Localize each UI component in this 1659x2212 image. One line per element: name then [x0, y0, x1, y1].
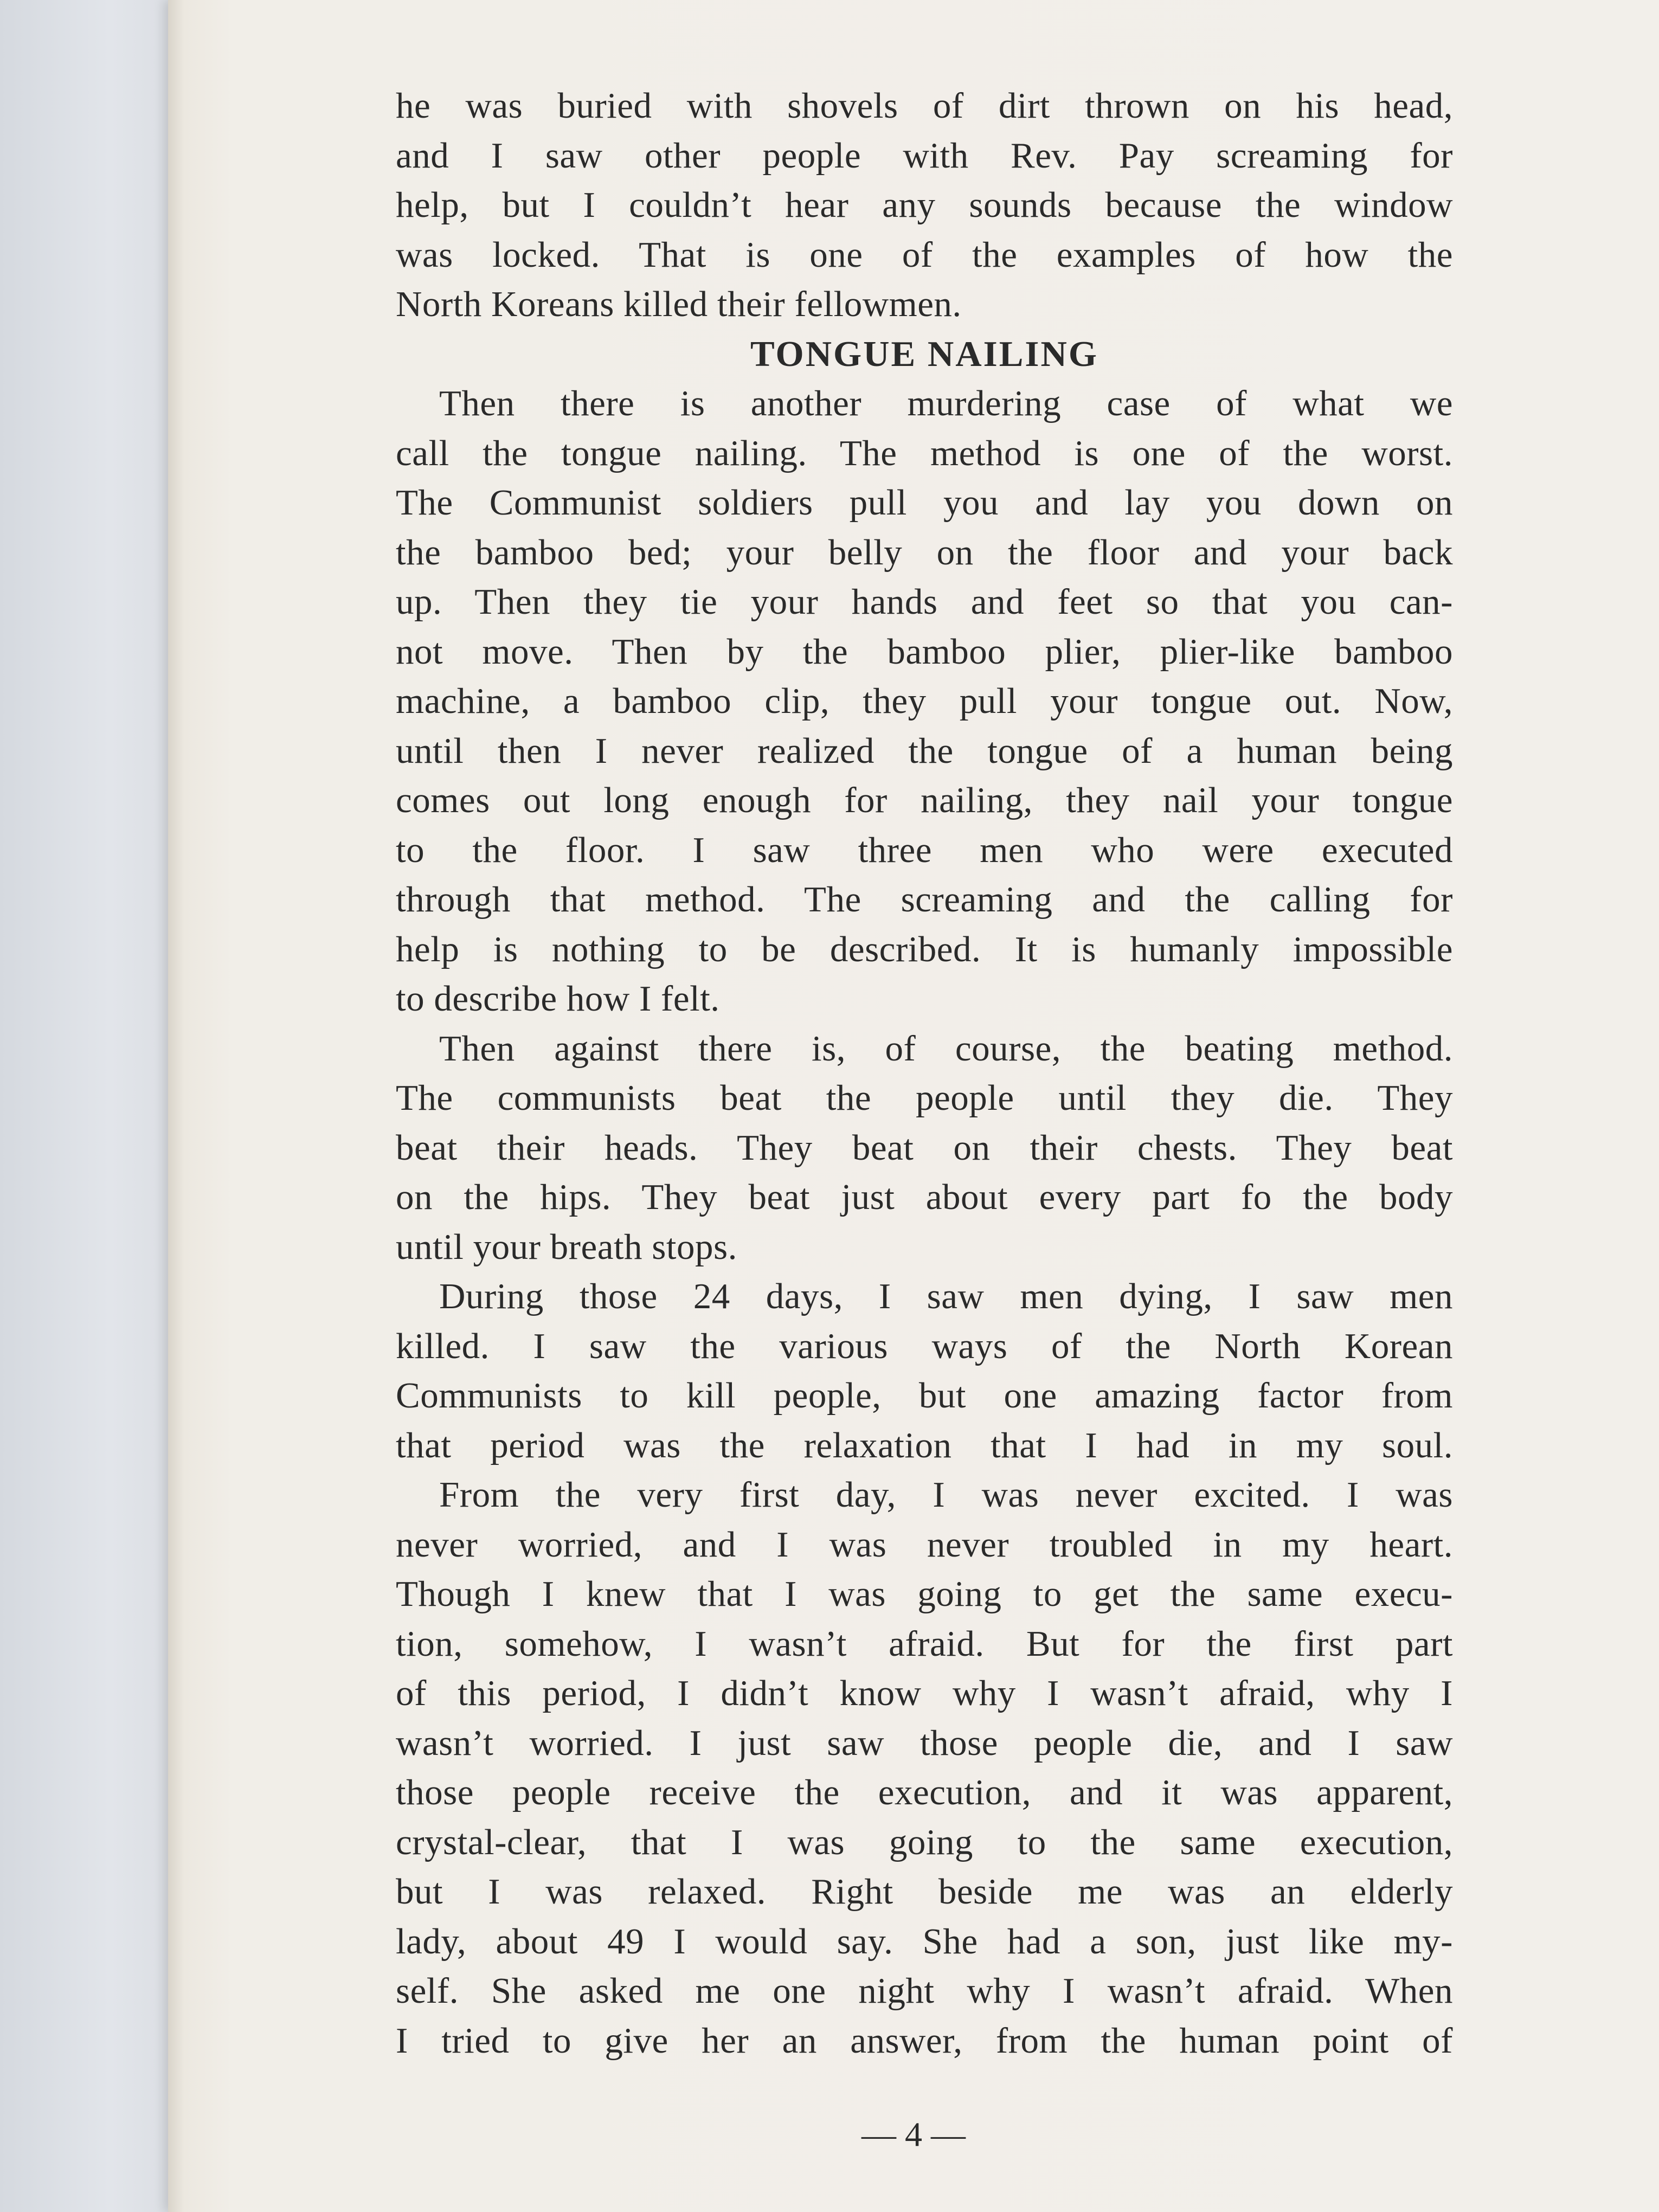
section-heading: TONGUE NAILING: [750, 333, 1099, 374]
text-line: The communists beat the people until they die. They: [396, 1078, 1453, 1118]
text-line: was locked. That is one of the examples of how the: [396, 234, 1453, 275]
text-line: comes out long enough for nailing, they nail your tongue: [396, 780, 1453, 820]
text-line: Then against there is, of course, the beating method.: [439, 1028, 1453, 1069]
text-line: lady, about 49 I would say. She had a son, just like my-: [396, 1921, 1453, 1962]
text-line: and I saw other people with Rev. Pay screaming for: [396, 135, 1453, 176]
text-line: self. She asked me one night why I wasn’t afraid. When: [396, 1971, 1453, 2011]
background-surface: [0, 0, 184, 2212]
text-line: Though I knew that I was going to get the same execu-: [396, 1574, 1453, 1614]
text-line: through that method. The screaming and the calling for: [396, 879, 1453, 919]
text-line: killed. I saw the various ways of the North Korean: [396, 1326, 1453, 1366]
text-line: to describe how I felt.: [396, 979, 720, 1019]
text-line: I tried to give her an answer, from the human point of: [396, 2020, 1453, 2061]
book-page: [168, 0, 1659, 2212]
text-line: on the hips. They beat just about every part fo the body: [396, 1177, 1453, 1217]
text-line: but I was relaxed. Right beside me was an elderly: [396, 1872, 1453, 1912]
text-line: The Communist soldiers pull you and lay you down on: [396, 483, 1453, 523]
page-number: — 4 —: [861, 2115, 966, 2153]
text-line: help is nothing to be described. It is humanly impossible: [396, 929, 1453, 969]
text-line: From the very first day, I was never excited. I was: [439, 1475, 1453, 1515]
text-line: that period was the relaxation that I had in my soul.: [396, 1425, 1453, 1465]
text-line: until your breath stops.: [396, 1226, 737, 1267]
text-line: help, but I couldn’t hear any sounds because the window: [396, 185, 1453, 225]
text-line: During those 24 days, I saw men dying, I saw men: [439, 1276, 1453, 1316]
text-line: call the tongue nailing. The method is one of the worst.: [396, 433, 1453, 473]
text-line: tion, somehow, I wasn’t afraid. But for the first part: [396, 1623, 1453, 1664]
text-line: he was buried with shovels of dirt thrown on his head,: [396, 86, 1453, 126]
text-line: beat their heads. They beat on their chests. They beat: [396, 1127, 1453, 1168]
text-line: never worried, and I was never troubled in my heart.: [396, 1524, 1453, 1565]
text-line: Then there is another murdering case of what we: [439, 383, 1453, 423]
text-line: of this period, I didn’t know why I wasn’t afraid, why I: [396, 1673, 1453, 1713]
text-line: machine, a bamboo clip, they pull your tongue out. Now,: [396, 681, 1453, 721]
text-line: North Koreans killed their fellowmen.: [396, 284, 962, 324]
text-line: until then I never realized the tongue of a human being: [396, 730, 1453, 771]
text-line: crystal-clear, that I was going to the same execution,: [396, 1822, 1453, 1862]
text-line: up. Then they tie your hands and feet so that you can-: [396, 582, 1453, 622]
text-line: to the floor. I saw three men who were executed: [396, 829, 1453, 870]
page-text: [396, 81, 1453, 2066]
text-line: not move. Then by the bamboo plier, plier-like bamboo: [396, 631, 1453, 672]
text-line: those people receive the execution, and it was apparent,: [396, 1772, 1453, 1812]
text-line: Communists to kill people, but one amazing factor from: [396, 1375, 1453, 1416]
text-line: wasn’t worried. I just saw those people die, and I saw: [396, 1722, 1453, 1763]
text-line: the bamboo bed; your belly on the floor and your back: [396, 532, 1453, 573]
